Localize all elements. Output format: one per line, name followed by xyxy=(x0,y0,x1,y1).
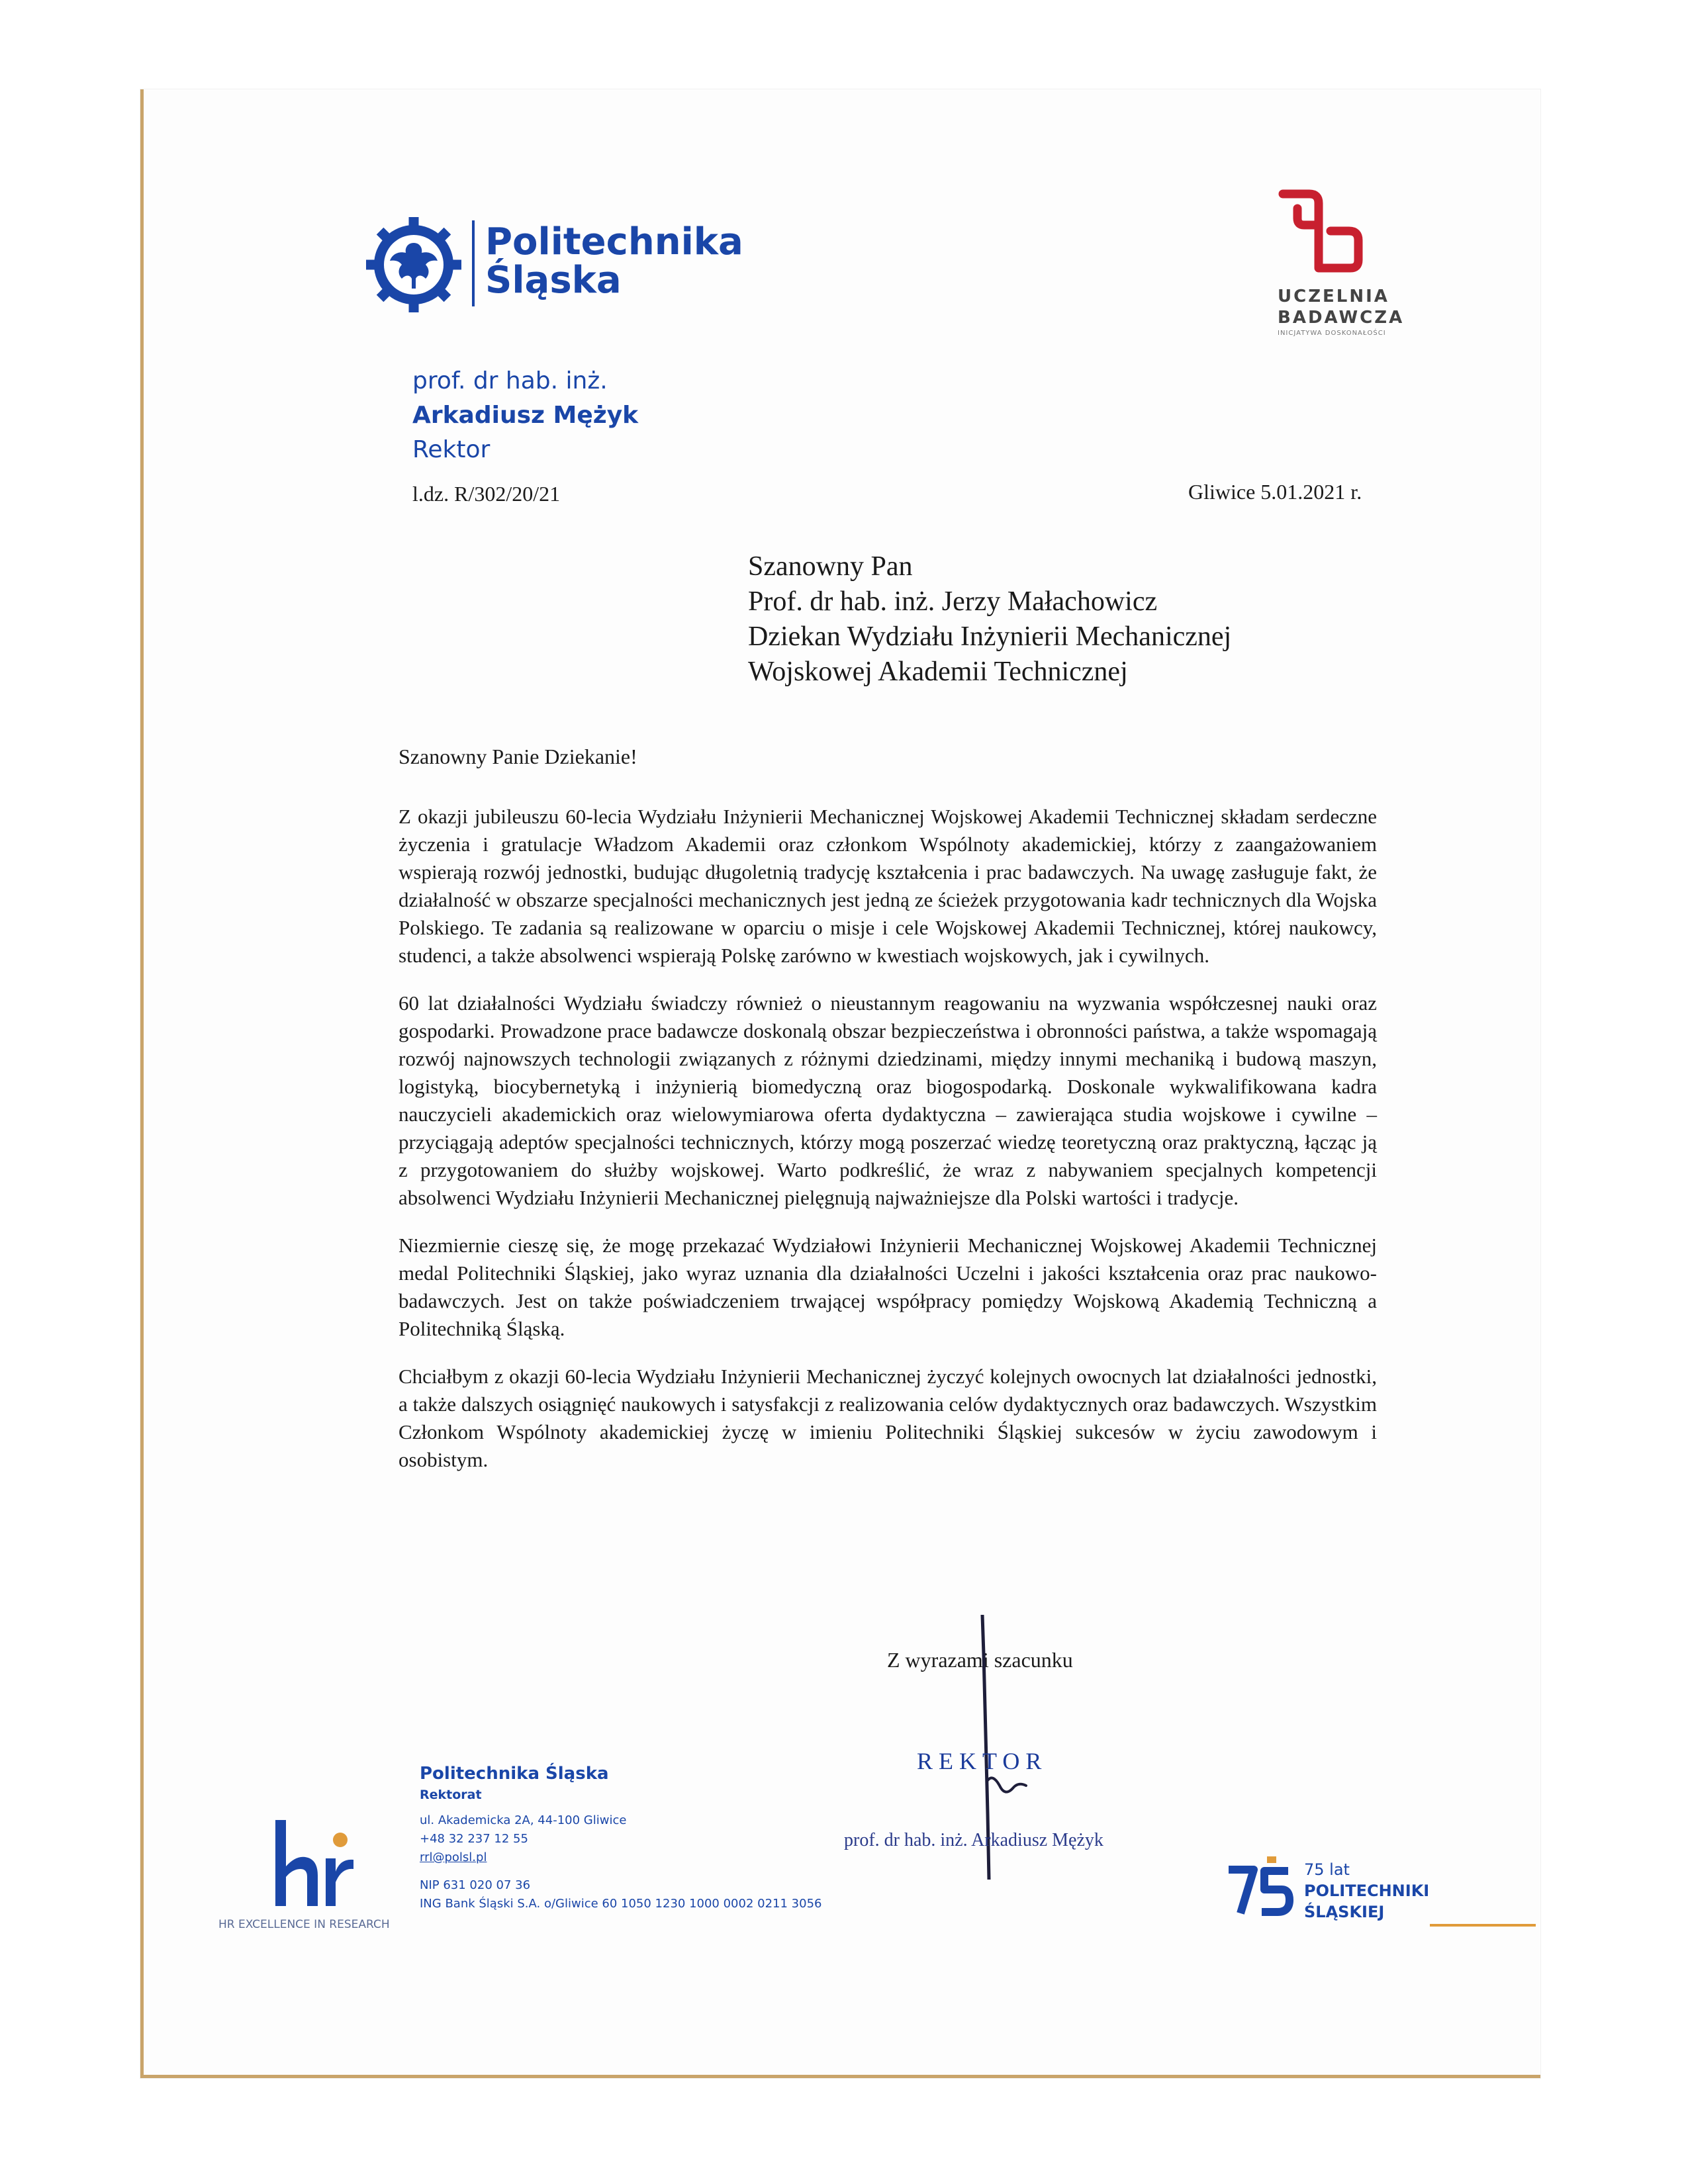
body-paragraph: Chciałbym z okazji 60-lecia Wydziału Inżynierii Mechanicznej życzyć kolejnych owocnych lat działalności jednostki, a także dalszych osiągnięć naukowych i satysfakcji z realizowania celów dydaktycznych oraz badawczych. Wszystkim Członkom Wspólnoty akademickiej życzę w imieniu Politechniki Śląskiej sukcesów w życiu zawodowym i osobistym. xyxy=(399,1365,1377,1471)
footer-phone: +48 32 237 12 55 xyxy=(420,1832,528,1846)
hr-excellence-logo xyxy=(218,1820,410,1939)
body-paragraph: Niezmiernie cieszę się, że mogę przekazać Wydziałowi Inżynierii Mechanicznej Wojskowej Akademii Technicznej medal Politechniki Śląskiej, jako wyraz uznania dla działalności Uczelni i jakości kształcenia oraz prac naukowo-badawczych. Jest on także poświadczeniem trwającej współpracy pomiędzy Wojskową Akademią Techniczną a Politechniką Śląską. xyxy=(399,1234,1377,1340)
logo-divider xyxy=(472,220,475,306)
body-paragraph: 60 lat działalności Wydziału świadczy również o nieustannym reagowaniu na wyzwania współczesnej nauki oraz gospodarki. Prowadzone prace badawcze doskonalą obszar bezpieczeństwa i obronności państwa, a także wspomagają rozwój najnowszych technologii związanych z różnymi dziedzinami, między innymi mechaniką i budową maszyn, logistyką, biocybernetyką i inżynierią biomedyczną oraz biogospodarką. Doskonale wykwalifikowana kadra nauczycieli akademickich oraz wielowymiarowa oferta dydaktyczna – zawierająca studia wojskowe i cywilne – przyciągają adeptów specjalności technicznych, którzy mogą poszerzać wiedzę teoretyczną oraz praktyczną, łącząc ją z przygotowaniem do służby wojskowej. Warto podkreślić, że wraz z nabywaniem specjalnych kompetencji absolwenci Wydziału Inżynierii Mechanicznej pielęgnują najważniejsze dla Polski wartości i tradycje. xyxy=(399,991,1377,1209)
footer-email-link[interactable]: rrl@polsl.pl xyxy=(420,1850,487,1864)
anniversary-75-logo xyxy=(1225,1856,1436,1929)
addressee-block xyxy=(748,549,1231,690)
greeting: Szanowny Panie Dziekanie! xyxy=(399,745,637,768)
footer-bank: ING Bank Śląski S.A. o/Gliwice 60 1050 1230 1000 0002 0211 3056 xyxy=(420,1897,822,1911)
research-logo-line-2: BADAWCZA xyxy=(1278,308,1405,328)
reference-number: l.dz. R/302/20/21 xyxy=(412,482,561,506)
logo-line-1: Politechnika xyxy=(485,220,743,263)
logo-line-2: Śląska xyxy=(485,259,622,302)
sender-role: Rektor xyxy=(412,436,491,463)
research-logo-line-3: INICJATYWA DOSKONAŁOŚCI xyxy=(1278,330,1386,337)
politechnika-slaska-logo xyxy=(364,215,741,321)
closing-phrase: Z wyrazami szacunku xyxy=(887,1648,1073,1672)
body-paragraph: Z okazji jubileuszu 60-lecia Wydziału Inżynierii Mechanicznej Wojskowej Akademii Technicznej składam serdeczne życzenia i gratulacje Władzom Akademii oraz członkom Wspólnoty akademickiej, którzy z zaangażowaniem wspierają rozwój jednostki, budując długoletnią tradycję kształcenia i prac badawczych. Na uwagę zasługuje fakt, że działalność w obszarze specjalności mechanicznych jest jedną ze ścieżek przygotowania kadr technicznych dla Wojska Polskiego. Te zadania są realizowane w oparciu o misje i cele Wojskowej Akademii Technicznej, której naukowcy, studenci, a także absolwenci wspierają Polskę zarówno w kwestiach wojskowych, jak i cywilnych. xyxy=(399,805,1377,967)
footer-accent-line xyxy=(1430,1924,1536,1927)
sender-title: prof. dr hab. inż. xyxy=(412,367,608,394)
footer-office-unit: Rektorat xyxy=(420,1788,482,1802)
research-logo-line-1: UCZELNIA xyxy=(1278,287,1389,306)
footer-address: ul. Akademicka 2A, 44-100 Gliwice xyxy=(420,1813,627,1827)
hr-icon xyxy=(271,1820,357,1909)
stamp-name: prof. dr hab. inż. Arkadiusz Mężyk xyxy=(844,1830,1103,1850)
footer-office-name: Politechnika Śląska xyxy=(420,1764,609,1784)
letter-body xyxy=(399,803,1377,1494)
research-university-icon xyxy=(1278,189,1364,281)
addressee-line: Prof. dr hab. inż. Jerzy Małachowicz xyxy=(748,586,1158,617)
university-logo-text xyxy=(485,220,743,302)
addressee-line: Wojskowej Akademii Technicznej xyxy=(748,657,1128,687)
date-line: Gliwice 5.01.2021 r. xyxy=(1188,480,1362,504)
anniversary-line-3: ŚLĄSKIEJ xyxy=(1304,1903,1385,1921)
sender-block xyxy=(412,364,638,467)
hr-label: HR EXCELLENCE IN RESEARCH xyxy=(218,1918,390,1931)
anniversary-75-icon xyxy=(1225,1856,1297,1923)
eagle-gear-icon xyxy=(364,215,463,314)
stamp-title: REKTOR xyxy=(917,1748,1048,1774)
anniversary-line-1: 75 lat xyxy=(1304,1860,1350,1879)
uczelnia-badawcza-logo xyxy=(1238,189,1405,354)
sender-name: Arkadiusz Mężyk xyxy=(412,402,639,429)
footer-nip: NIP 631 020 07 36 xyxy=(420,1878,531,1892)
footer-contact xyxy=(420,1764,821,1913)
addressee-line: Dziekan Wydziału Inżynierii Mechanicznej xyxy=(748,621,1232,652)
addressee-line: Szanowny Pan xyxy=(748,551,913,582)
anniversary-line-2: POLITECHNIKI xyxy=(1304,1882,1430,1900)
